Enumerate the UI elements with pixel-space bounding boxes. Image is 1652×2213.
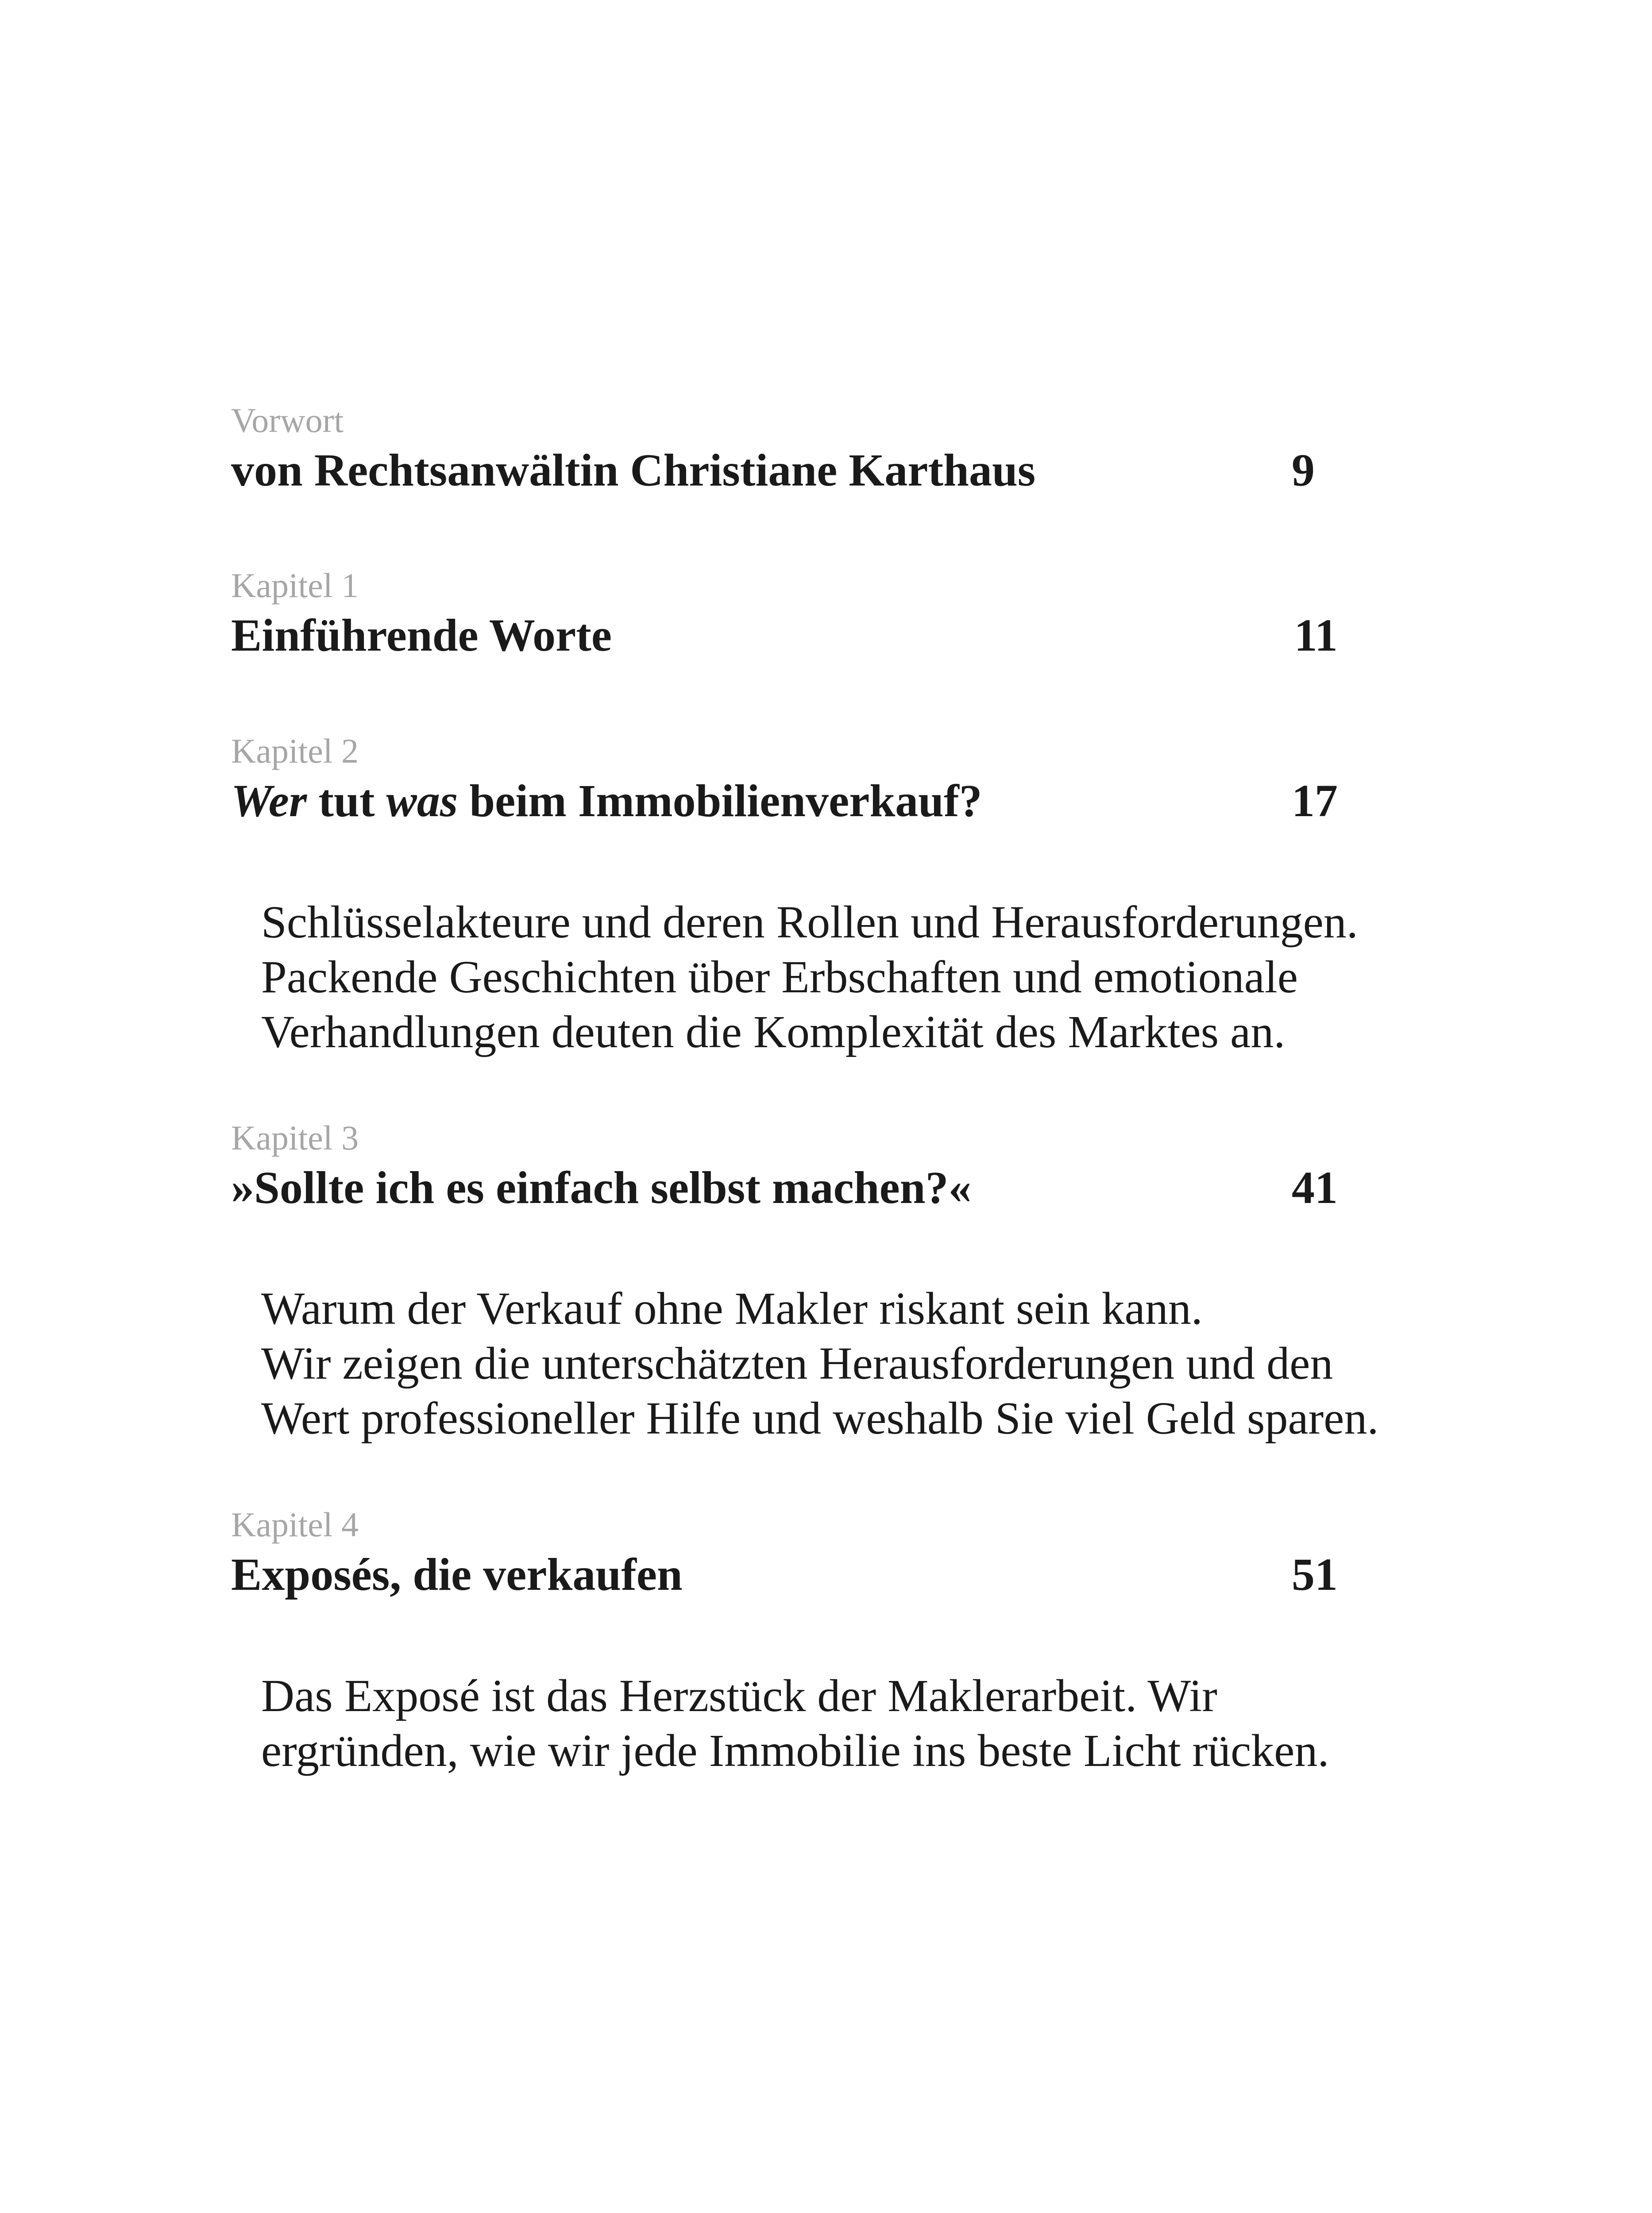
entry-label: Vorwort xyxy=(231,401,344,440)
description-line: Das Exposé ist das Herzstück der Maklerarbeit. Wir xyxy=(261,1670,1217,1721)
description-line: Wert professioneller Hilfe und weshalb Sie viel Geld sparen. xyxy=(261,1393,1379,1444)
entry-description xyxy=(261,1669,1456,1778)
entry-label: Kapitel 3 xyxy=(231,1118,359,1157)
entry-label: Kapitel 2 xyxy=(231,732,359,770)
entry-title: Einführende Worte xyxy=(231,610,612,661)
description-line: Wir zeigen die unterschätzten Herausforderungen und den xyxy=(261,1338,1333,1389)
entry-title: von Rechtsanwältin Christiane Karthaus xyxy=(231,445,1036,496)
title-text: beim Immobilienverkauf? xyxy=(458,775,982,826)
description-line: Packende Geschichten über Erbschaften und emotionale xyxy=(261,952,1298,1002)
description-line: Schlüsselakteure und deren Rollen und Herausforderungen. xyxy=(261,897,1358,948)
description-line: Verhandlungen deuten die Komplexität des Marktes an. xyxy=(261,1006,1285,1057)
entry-title: »Sollte ich es einfach selbst machen?« xyxy=(231,1162,972,1213)
title-italic-was: was xyxy=(386,775,458,826)
entry-label: Kapitel 4 xyxy=(231,1505,359,1544)
entry-label: Kapitel 1 xyxy=(231,566,359,605)
entry-page-number: 41 xyxy=(1292,1162,1338,1213)
title-text: tut xyxy=(307,775,386,826)
entry-page-number: 17 xyxy=(1292,775,1338,826)
entry-title: Exposés, die verkaufen xyxy=(231,1549,683,1600)
entry-description xyxy=(261,895,1456,1060)
entry-description xyxy=(261,1281,1456,1446)
title-italic-wer: Wer xyxy=(231,775,307,826)
description-line: Warum der Verkauf ohne Makler riskant sein kann. xyxy=(261,1283,1203,1334)
entry-title xyxy=(231,774,1267,829)
entry-page-number: 11 xyxy=(1294,610,1338,661)
entry-page-number: 51 xyxy=(1292,1549,1338,1600)
description-line: ergründen, wie wir jede Immobilie ins beste Licht rücken. xyxy=(261,1725,1329,1776)
entry-page-number: 9 xyxy=(1292,445,1315,496)
